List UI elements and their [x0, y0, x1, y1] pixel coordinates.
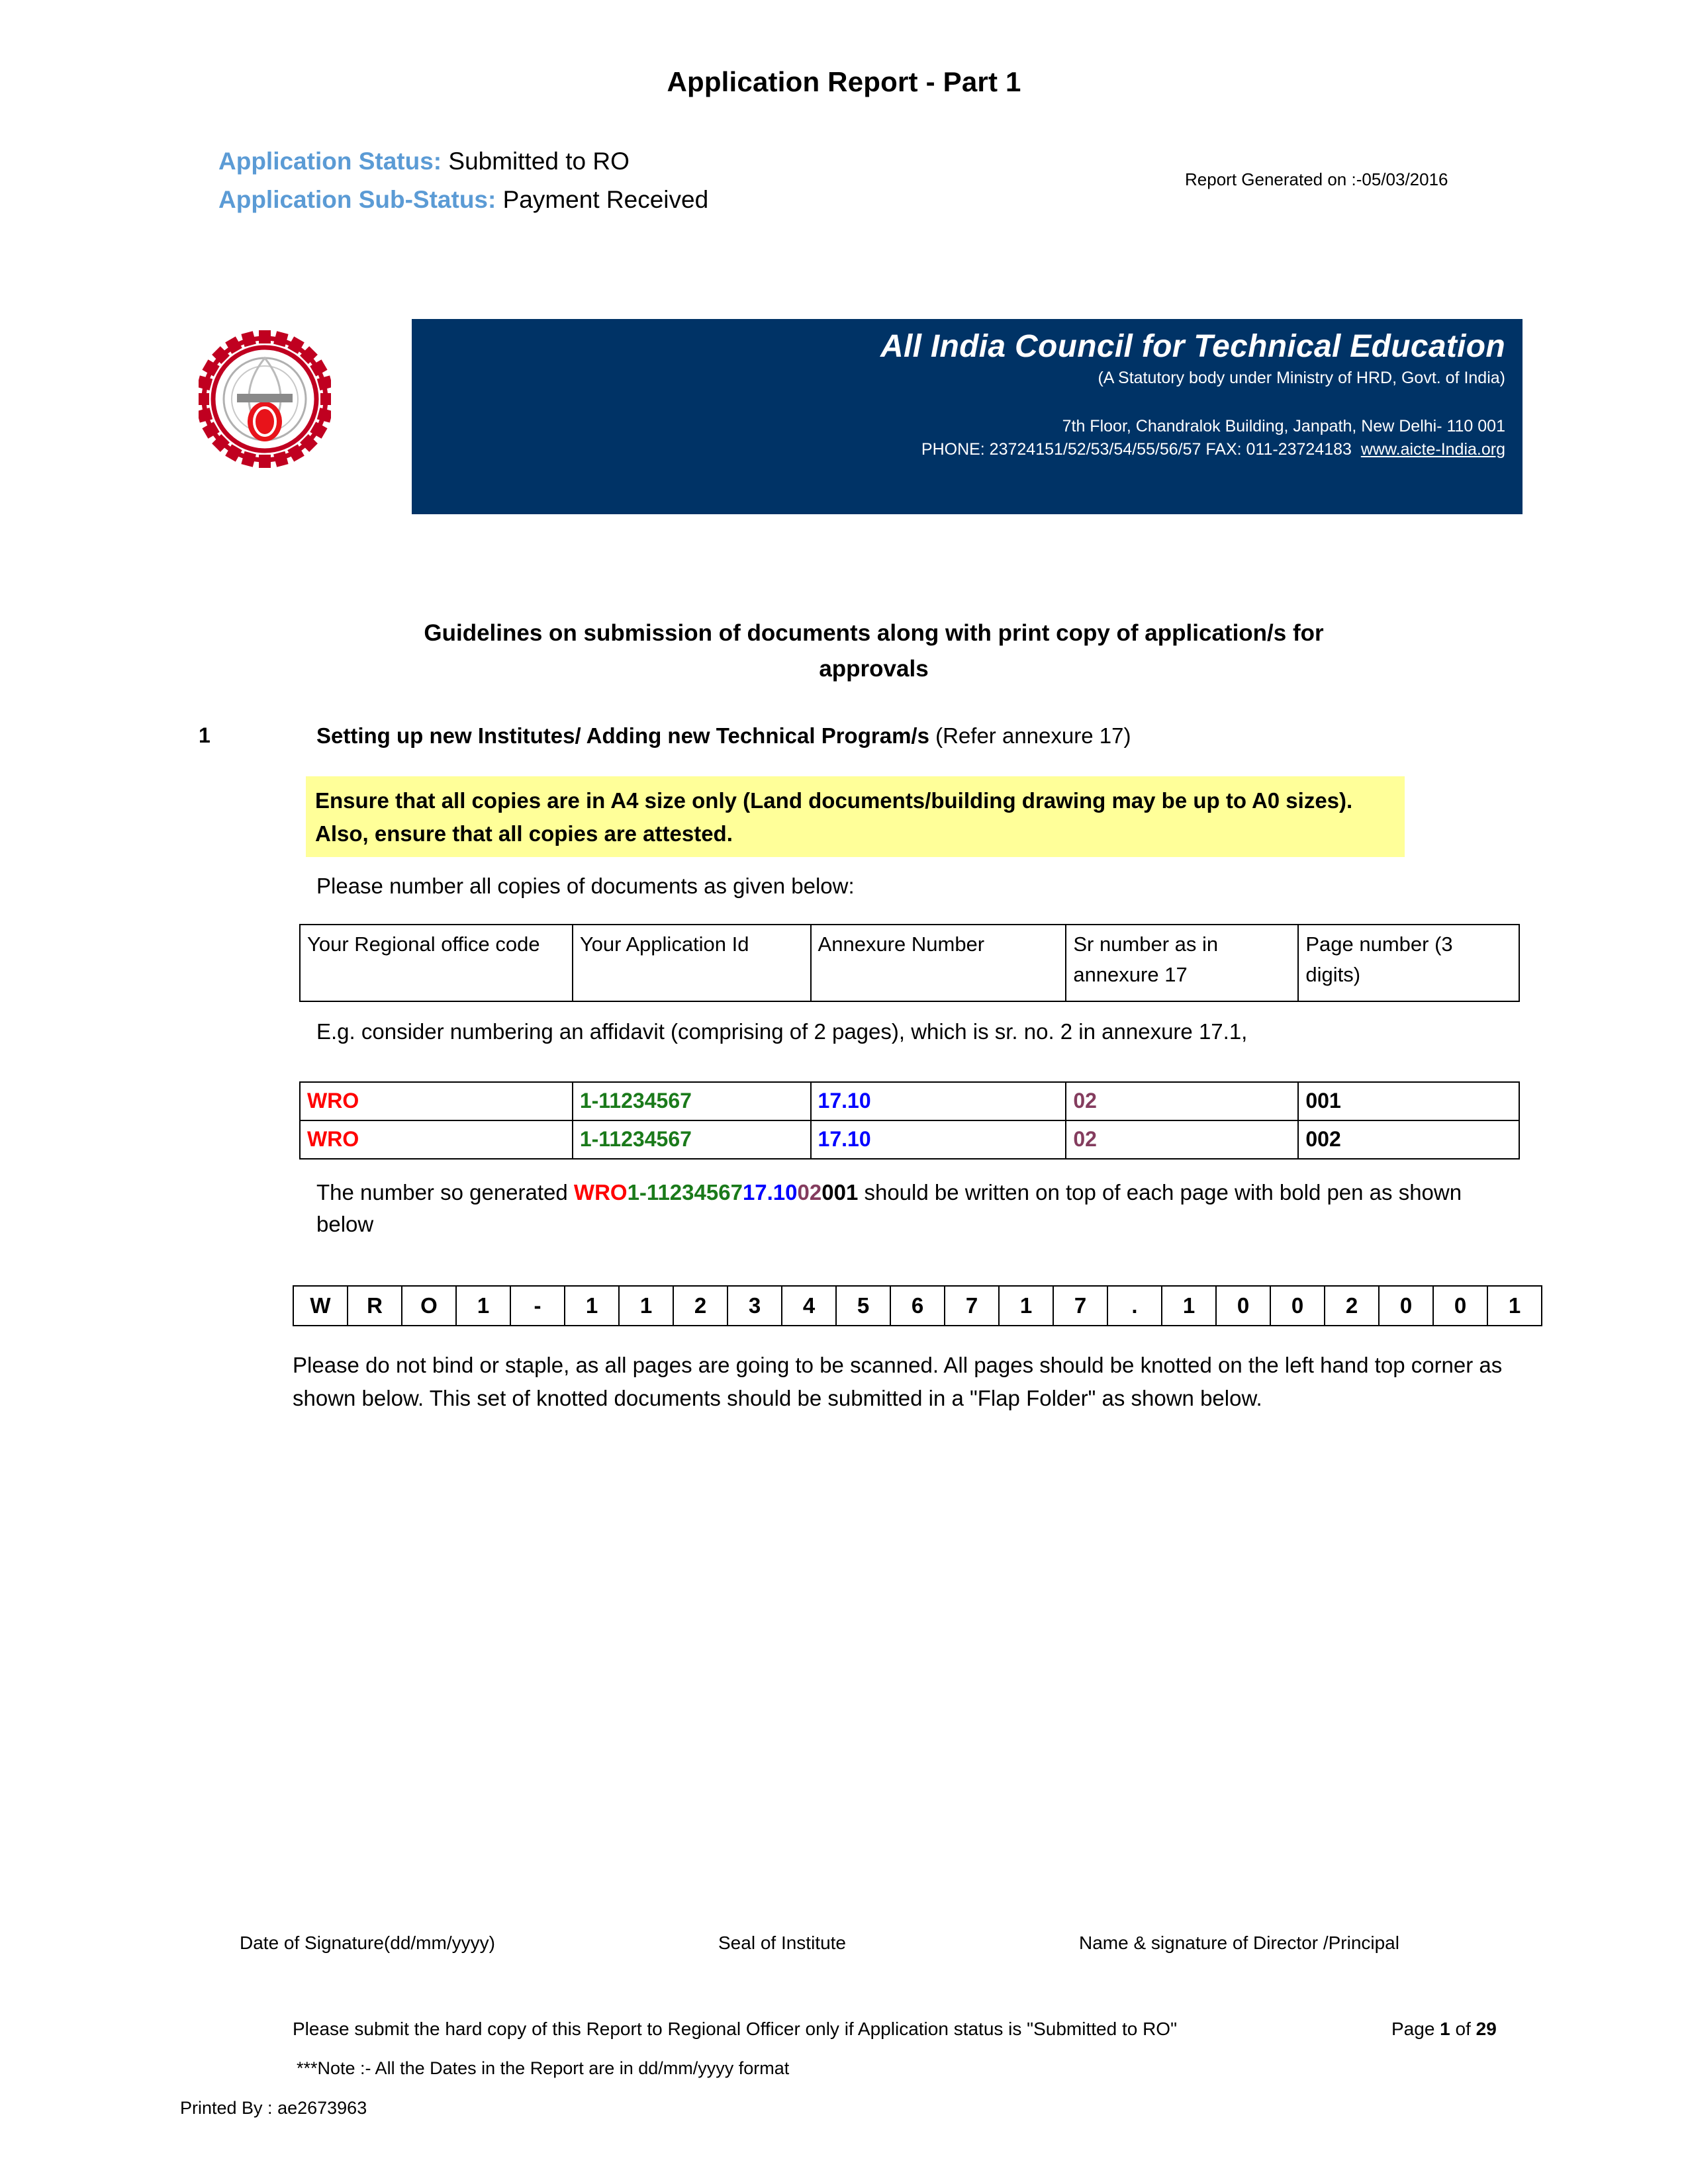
box-cell: 1 [619, 1286, 673, 1326]
box-cell: 3 [727, 1286, 782, 1326]
director-signature-label: Name & signature of Director /Principal [1079, 1933, 1399, 1953]
statutory-line: (A Statutory body under Ministry of HRD, Govt. of India) [1098, 369, 1505, 387]
generated-number-suffix: should be written on top of each page with bold pen as shown below [316, 1180, 1462, 1236]
box-cell: 2 [1325, 1286, 1379, 1326]
submit-hardcopy-note: Please submit the hard copy of this Report to Regional Officer only if Application status is "Submitted to RO" [293, 2019, 1178, 2039]
cell-sr-number: 02 [1066, 1120, 1298, 1159]
application-status-label: Application Status: [218, 148, 442, 175]
column-header-application-id: Your Application Id [573, 925, 811, 1001]
numbering-example-table [299, 1081, 1520, 1160]
signature-date-label: Date of Signature(dd/mm/yyyy) [240, 1933, 495, 1953]
cell-sr-number: 02 [1066, 1082, 1298, 1120]
number-box-grid [293, 1285, 1542, 1326]
table-row [300, 925, 1519, 1001]
page-current: 1 [1440, 2019, 1450, 2039]
generated-number-paragraph [316, 1177, 1508, 1240]
box-cell: 1 [456, 1286, 510, 1326]
box-cell: W [293, 1286, 348, 1326]
box-cell: 1 [1162, 1286, 1216, 1326]
example-lead-line: E.g. consider numbering an affidavit (comprising of 2 pages), which is sr. no. 2 in annexure 17.1, [316, 1019, 1248, 1044]
cell-application-id: 1-11234567 [573, 1082, 811, 1120]
guideline-item-number: 1 [199, 723, 211, 747]
box-cell: 0 [1379, 1286, 1433, 1326]
organization-name: All India Council for Technical Education [880, 329, 1505, 364]
box-cell: 6 [890, 1286, 945, 1326]
organization-contact [424, 438, 1511, 461]
cell-annexure-number: 17.10 [811, 1120, 1066, 1159]
cell-page-number: 002 [1298, 1120, 1519, 1159]
application-substatus-label: Application Sub-Status: [218, 186, 496, 213]
box-cell: 1 [1487, 1286, 1542, 1326]
box-cell: - [510, 1286, 565, 1326]
cell-application-id: 1-11234567 [573, 1120, 811, 1159]
generated-part-page: 001 [821, 1180, 859, 1205]
numbering-lead-line: Please number all copies of documents as given below: [316, 874, 855, 898]
column-header-sr-number: Sr number as in annexure 17 [1066, 925, 1298, 1001]
generated-part-wro: WRO [573, 1180, 628, 1205]
cell-page-number: 001 [1298, 1082, 1519, 1120]
cell-annexure-number: 17.10 [811, 1082, 1066, 1120]
cell-regional-office: WRO [300, 1120, 573, 1159]
signature-row [0, 1933, 1688, 1959]
generated-part-annexure: 17.10 [742, 1180, 798, 1205]
page-total: 29 [1476, 2019, 1497, 2039]
guideline-item-title-main: Setting up new Institutes/ Adding new Technical Program/s [316, 723, 936, 748]
generated-part-sr: 02 [797, 1180, 822, 1205]
date-format-note: ***Note :- All the Dates in the Report are in dd/mm/yyyy format [297, 2058, 790, 2078]
box-cell: 0 [1216, 1286, 1270, 1326]
website-link[interactable]: www.aicte-India.org [1360, 440, 1505, 459]
box-cell: 0 [1270, 1286, 1325, 1326]
box-cell: . [1107, 1286, 1162, 1326]
box-cell: 2 [673, 1286, 727, 1326]
guideline-item-title-suffix: (Refer annexure 17) [935, 723, 1131, 748]
numbering-columns-table [299, 924, 1520, 1002]
report-generated-date: Report Generated on :-05/03/2016 [1185, 169, 1448, 189]
guidelines-heading-line2: approvals [819, 656, 929, 682]
page-label-mid: of [1450, 2019, 1476, 2039]
table-row [300, 1120, 1519, 1159]
printed-by-label: Printed By : ae2673963 [180, 2098, 367, 2118]
binding-instructions-paragraph: Please do not bind or staple, as all pages are going to be scanned. All pages should be knotted on the left hand top corner as shown below. This set of knotted documents should be submitted in a "Flap Folder" as shown below. [293, 1353, 1503, 1410]
guideline-item-title [316, 723, 1131, 749]
guidelines-heading-line1: Guidelines on submission of documents along with print copy of application/s for [424, 620, 1324, 646]
page-title: Application Report - Part 1 [667, 66, 1021, 97]
highlight-notice: Ensure that all copies are in A4 size only (Land documents/building drawing may be up to A0 sizes). Also, ensure that all copies are attested. [306, 776, 1405, 857]
generated-number-prefix: The number so generated [316, 1180, 574, 1205]
box-cell: R [348, 1286, 402, 1326]
column-header-regional-office: Your Regional office code [300, 925, 573, 1001]
application-status-value: Submitted to RO [448, 148, 630, 175]
phone-fax-text: PHONE: 23724151/52/53/54/55/56/57 FAX: 011-23724183 [921, 440, 1352, 459]
generated-part-appid: 1-11234567 [627, 1180, 743, 1205]
table-row [300, 1082, 1519, 1120]
aicte-logo-icon [199, 323, 331, 475]
guidelines-heading [278, 615, 1470, 687]
cell-regional-office: WRO [300, 1082, 573, 1120]
box-cell: O [402, 1286, 456, 1326]
page-number-footer [1391, 2019, 1497, 2040]
box-cell: 4 [782, 1286, 836, 1326]
column-header-annexure-number: Annexure Number [811, 925, 1066, 1001]
application-substatus-value: Payment Received [502, 186, 709, 213]
organization-address: 7th Floor, Chandralok Building, Janpath, New Delhi- 110 001 [1062, 417, 1505, 435]
box-cell: 0 [1433, 1286, 1487, 1326]
table-row [293, 1286, 1542, 1326]
box-cell: 5 [836, 1286, 890, 1326]
box-cell: 1 [999, 1286, 1053, 1326]
box-cell: 7 [945, 1286, 999, 1326]
page-label-prefix: Page [1391, 2019, 1440, 2039]
aicte-banner [412, 319, 1523, 514]
application-substatus-line [218, 181, 708, 219]
box-cell: 1 [565, 1286, 619, 1326]
application-status-block [218, 142, 708, 219]
seal-label: Seal of Institute [718, 1933, 847, 1953]
box-cell: 7 [1053, 1286, 1107, 1326]
application-status-line [218, 142, 708, 181]
column-header-page-number: Page number (3 digits) [1298, 925, 1519, 1001]
